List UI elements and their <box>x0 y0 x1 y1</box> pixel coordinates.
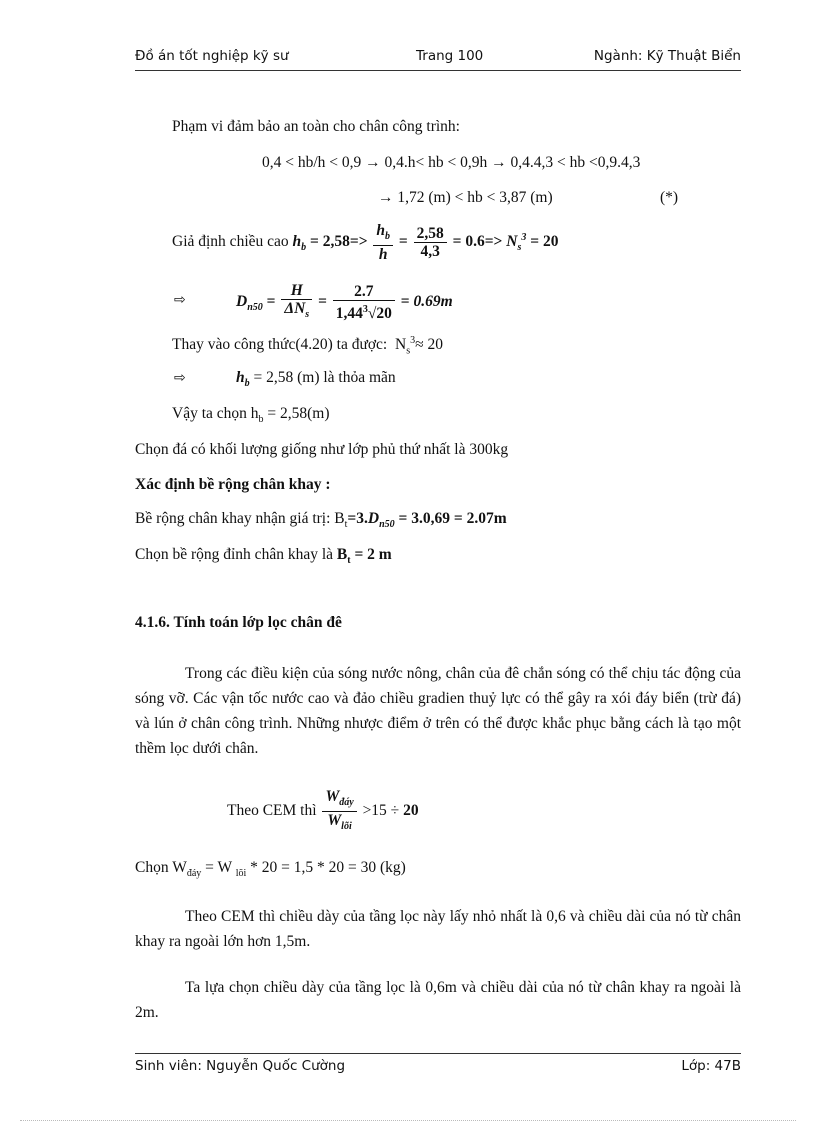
paragraph-3: Ta lựa chọn chiều dày của tầng lọc là 0,6m và chiều dài của nó từ chân khay ra ngoài là 2m. <box>135 979 741 1021</box>
ratio-value: 0.6 <box>465 233 485 251</box>
footer-student: Sinh viên: Nguyễn Quốc Cường <box>135 1058 346 1074</box>
hb-symbol: $h_b$ <box>292 233 307 254</box>
assumption-label: Giả định chiều cao <box>172 233 289 251</box>
paragraph-1: Trong các điều kiện của sóng nước nông, chân của đê chắn sóng có thể chịu tác động của sóng vỡ. Các vận tốc nước cao và đảo chiều gradien thuỷ lực có thể gây ra xói đáy biển (trừ đá) và lún ở chân công trình. Những nhược điểm ở trên có thể được khắc phục bằng cách là tạo một thềm lọc dưới chân. <box>135 665 741 757</box>
range-title: Phạm vi đảm bảo an toàn cho chân công trình: <box>172 118 460 135</box>
toe-choose-line: Chọn bề rộng đỉnh chân khay là $B_t = 2$ m <box>135 546 392 567</box>
paragraph-2: Theo CEM thì chiều dày của tầng lọc này lấy nhỏ nhất là 0,6 và chiều dài của nó từ chân khay ra ngoài lớn hơn 1,5m. <box>135 908 741 950</box>
substitute-line: Thay vào công thức(4.20) ta được: $N_s^3\approx 20$ <box>172 335 443 357</box>
range-line-1: 0,4 < hb/h < 0,9 → 0,4.h< hb < 0,9h → 0,4.4,3 < hb <0,9.4,3 <box>262 154 641 171</box>
page-edge <box>20 1120 796 1121</box>
hb-value: 2,58 <box>322 233 350 251</box>
range-line-2: → 1,72 (m) < hb < 3,87 (m) <box>378 189 553 206</box>
toe-heading: Xác định bề rộng chân khay : <box>135 476 331 493</box>
footer-rule <box>135 1053 741 1054</box>
hb-over-h-fraction: $\frac{h_b}{h}$ <box>373 222 393 263</box>
dn50-equation: $D_{n50}$ = $\frac{H}{\Delta N_s}$ = $\frac{2.7}{1,44^3√20}$ = 0.69m <box>236 282 453 323</box>
assumption-line: Giả định chiều cao $h_b = 2,58=>$ $\frac{h_b}{h}$ = $\frac{2,58}{4,3}$ = $0.6=> N_s^3 = 20$ <box>172 222 559 264</box>
ns3-symbol: $N_s^3$ <box>506 231 527 254</box>
implies-arrow-icon: ⇨ <box>174 292 186 308</box>
section-heading: 4.1.6. Tính toán lớp lọc chân đê <box>135 614 342 631</box>
toe-width-line: Bề rộng chân khay nhận giá trị: $B_t=3.D_{n50} = 3.0,69 = 2.07m$ <box>135 510 507 531</box>
header-left: Đồ án tốt nghiệp kỹ sư <box>135 48 289 64</box>
dn50-result: 0.69m <box>413 293 453 311</box>
satisfied-line: $h_b = 2,58$ (m) là thỏa mãn <box>236 369 396 390</box>
header-right: Ngành: Kỹ Thuật Biển <box>593 48 741 64</box>
footer-class: Lớp: 47B <box>681 1058 741 1074</box>
range-mark: (*) <box>660 189 679 206</box>
choose-hb-line: Vậy ta chọn $h_b = 2,58(m)$ <box>172 405 330 426</box>
ns3-value: 20 <box>542 233 559 251</box>
header-rule <box>135 70 741 71</box>
cem-formula: Theo CEM thì $\frac{W_{đáy}}{W_{lõi}}$ >15 ÷ 20 <box>227 788 419 833</box>
stone-line: Chọn đá có khối lượng giống như lớp phủ thứ nhất là 300kg <box>135 441 509 458</box>
weight-line: Chọn $W_{đáy} = W$ $_{lõi}$ * 20 = 1,5 * 20 = 30 (kg) <box>135 859 406 880</box>
hb-over-h-values: $\frac{2,58}{4,3}$ <box>414 225 447 260</box>
header-page-number: Trang 100 <box>416 48 484 64</box>
implies-arrow-icon: ⇨ <box>174 370 186 386</box>
